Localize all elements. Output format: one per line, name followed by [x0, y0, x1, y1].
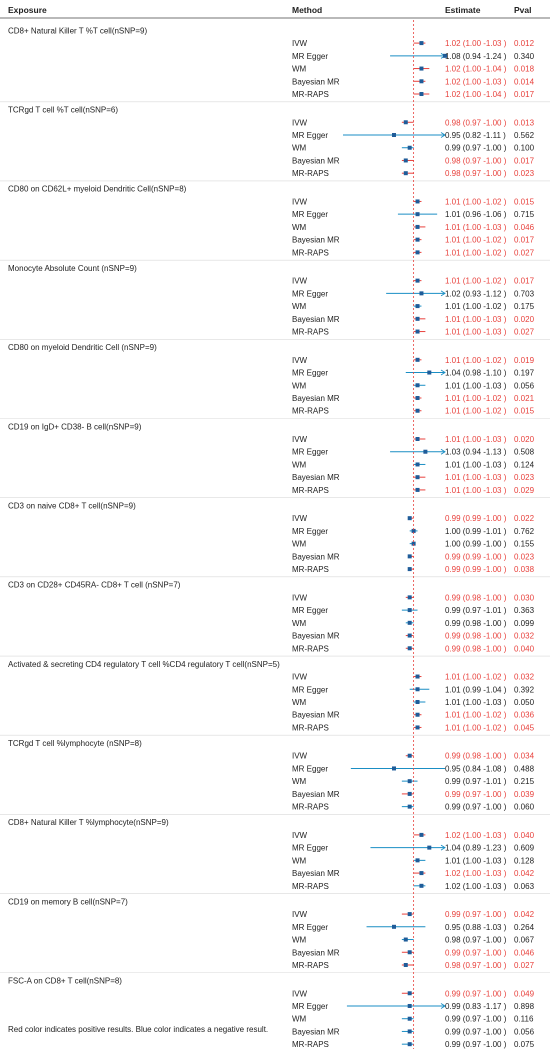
method-label: WM	[292, 381, 307, 391]
pval-value: 0.099	[514, 618, 535, 628]
pval-value: 0.050	[514, 697, 535, 707]
method-label: IVW	[292, 514, 308, 524]
estimate-value: 1.02 (1.00 -1.03 )	[445, 881, 507, 891]
estimate-value: 0.98 (0.97 -1.00 )	[445, 118, 507, 128]
point-estimate	[408, 621, 412, 625]
pval-value: 0.100	[514, 143, 535, 153]
point-estimate	[416, 396, 420, 400]
pval-value: 0.040	[514, 830, 535, 840]
method-label: WM	[292, 460, 307, 470]
exposure-label: CD8+ Natural Killer T %lymphocyte(nSNP=9)	[8, 818, 169, 828]
point-estimate	[416, 475, 420, 479]
estimate-value: 0.99 (0.98 -1.00 )	[445, 593, 507, 603]
method-label: IVW	[292, 39, 308, 49]
method-label: IVW	[292, 276, 308, 286]
method-label: MR-RAPS	[292, 960, 329, 970]
point-estimate	[404, 938, 408, 942]
pval-value: 0.063	[514, 881, 535, 891]
point-estimate	[392, 133, 396, 137]
method-label: Bayesian MR	[292, 710, 340, 720]
method-label: IVW	[292, 830, 308, 840]
point-estimate	[419, 291, 423, 295]
method-label: WM	[292, 539, 307, 549]
point-estimate	[419, 67, 423, 71]
pval-value: 0.032	[514, 631, 535, 641]
exposure-label: Activated & secreting CD4 regulatory T cell %CD4 regulatory T cell(nSNP=5)	[8, 659, 280, 669]
method-label: Bayesian MR	[292, 631, 340, 641]
exposure-label: Monocyte Absolute Count (nSNP=9)	[8, 263, 137, 273]
method-label: WM	[292, 143, 307, 153]
point-estimate	[408, 1042, 412, 1046]
estimate-value: 1.08 (0.94 -1.24 )	[445, 51, 507, 61]
pval-value: 0.703	[514, 289, 535, 299]
estimate-value: 1.01 (1.00 -1.03 )	[445, 327, 507, 337]
pval-value: 0.034	[514, 751, 535, 761]
method-label: WM	[292, 64, 307, 74]
pval-value: 0.027	[514, 327, 535, 337]
pval-value: 0.197	[514, 368, 535, 378]
point-estimate	[392, 766, 396, 770]
point-estimate	[419, 884, 423, 888]
estimate-value: 0.95 (0.88 -1.03 )	[445, 922, 507, 932]
point-estimate	[419, 833, 423, 837]
method-label: MR Egger	[292, 1001, 329, 1011]
point-estimate	[408, 912, 412, 916]
pval-value: 0.015	[514, 406, 535, 416]
pval-value: 0.175	[514, 302, 535, 312]
method-label: MR-RAPS	[292, 644, 329, 654]
method-label: WM	[292, 302, 307, 312]
estimate-value: 0.99 (0.97 -1.00 )	[445, 789, 507, 799]
method-label: MR-RAPS	[292, 565, 329, 575]
estimate-value: 0.95 (0.84 -1.08 )	[445, 764, 507, 774]
estimate-value: 0.95 (0.82 -1.11 )	[445, 131, 506, 141]
pval-value: 0.363	[514, 606, 535, 616]
estimate-value: 1.01 (1.00 -1.02 )	[445, 672, 507, 682]
pval-value: 0.508	[514, 447, 535, 457]
method-label: MR Egger	[292, 51, 329, 61]
pval-value: 0.021	[514, 394, 535, 404]
point-estimate	[408, 792, 412, 796]
point-estimate	[416, 330, 420, 334]
point-estimate	[408, 754, 412, 758]
estimate-value: 0.99 (0.97 -1.01 )	[445, 777, 507, 787]
point-estimate	[408, 805, 412, 809]
method-label: IVW	[292, 118, 308, 128]
exposure-label: CD80 on CD62L+ myeloid Dendritic Cell(nSNP=8)	[8, 184, 187, 194]
estimate-value: 1.00 (0.99 -1.01 )	[445, 526, 507, 536]
method-label: Bayesian MR	[292, 1027, 340, 1037]
point-estimate	[408, 779, 412, 783]
estimate-value: 0.99 (0.97 -1.00 )	[445, 1040, 507, 1049]
pval-value: 0.042	[514, 869, 535, 879]
estimate-value: 1.01 (1.00 -1.02 )	[445, 276, 507, 286]
pval-value: 0.040	[514, 644, 535, 654]
method-label: MR Egger	[292, 210, 329, 220]
method-label: MR-RAPS	[292, 90, 329, 100]
pval-value: 0.020	[514, 434, 535, 444]
estimate-value: 0.99 (0.99 -1.00 )	[445, 552, 507, 562]
point-estimate	[416, 383, 420, 387]
point-estimate	[408, 991, 412, 995]
method-column-header: Method	[292, 5, 323, 15]
point-estimate	[416, 212, 420, 216]
method-label: MR-RAPS	[292, 406, 329, 416]
point-estimate	[419, 41, 423, 45]
exposure-column-header: Exposure	[8, 5, 47, 15]
point-estimate	[404, 963, 408, 967]
method-label: IVW	[292, 593, 308, 603]
estimate-value: 1.01 (0.99 -1.04 )	[445, 685, 507, 695]
estimate-value: 0.99 (0.83 -1.17 )	[445, 1001, 507, 1011]
pval-value: 0.046	[514, 222, 535, 232]
pval-value: 0.488	[514, 764, 535, 774]
method-label: Bayesian MR	[292, 789, 340, 799]
estimate-value: 1.02 (1.00 -1.04 )	[445, 64, 507, 74]
estimate-value: 1.01 (1.00 -1.02 )	[445, 302, 507, 312]
point-estimate	[416, 713, 420, 717]
method-label: IVW	[292, 989, 308, 999]
pval-value: 0.049	[514, 989, 535, 999]
method-label: MR Egger	[292, 526, 329, 536]
method-label: MR Egger	[292, 447, 329, 457]
estimate-value: 0.99 (0.98 -1.00 )	[445, 751, 507, 761]
pval-value: 0.116	[514, 1014, 534, 1024]
pval-value: 0.032	[514, 672, 535, 682]
estimate-value: 1.01 (1.00 -1.03 )	[445, 460, 507, 470]
point-estimate	[419, 79, 423, 83]
pval-value: 0.027	[514, 960, 535, 970]
point-estimate	[416, 409, 420, 413]
method-label: MR Egger	[292, 131, 329, 141]
estimate-value: 1.01 (1.00 -1.02 )	[445, 723, 507, 733]
pval-value: 0.015	[514, 197, 535, 207]
point-estimate	[416, 462, 420, 466]
point-estimate	[416, 199, 420, 203]
point-estimate	[408, 595, 412, 599]
point-estimate	[408, 634, 412, 638]
estimate-value: 1.01 (1.00 -1.02 )	[445, 235, 507, 245]
point-estimate	[416, 437, 420, 441]
estimate-value: 1.02 (1.00 -1.03 )	[445, 830, 507, 840]
method-label: IVW	[292, 197, 308, 207]
estimate-value: 1.01 (1.00 -1.03 )	[445, 314, 507, 324]
pval-value: 0.155	[514, 539, 535, 549]
estimate-value: 1.01 (1.00 -1.03 )	[445, 434, 507, 444]
point-estimate	[427, 846, 431, 850]
exposure-label: CD3 on naive CD8+ T cell(nSNP=9)	[8, 501, 136, 511]
point-estimate	[416, 304, 420, 308]
method-label: Bayesian MR	[292, 869, 340, 879]
exposure-label: CD19 on IgD+ CD38- B cell(nSNP=9)	[8, 422, 142, 432]
estimate-value: 1.04 (0.98 -1.10 )	[445, 368, 507, 378]
point-estimate	[392, 925, 396, 929]
footnote: Red color indicates positive results. Blue color indicates a negative result.	[8, 1025, 269, 1034]
pval-value: 0.056	[514, 381, 535, 391]
point-estimate	[408, 1004, 412, 1008]
estimate-value: 1.02 (1.00 -1.04 )	[445, 90, 507, 100]
pval-value: 0.046	[514, 948, 535, 958]
estimate-value: 0.99 (0.97 -1.00 )	[445, 1027, 507, 1037]
method-label: MR Egger	[292, 368, 329, 378]
estimate-value: 0.99 (0.97 -1.00 )	[445, 1014, 507, 1024]
estimate-value: 1.00 (0.99 -1.00 )	[445, 539, 507, 549]
pval-value: 0.017	[514, 235, 535, 245]
point-estimate	[408, 950, 412, 954]
exposure-label: CD80 on myeloid Dendritic Cell (nSNP=9)	[8, 343, 157, 353]
pval-value: 0.056	[514, 1027, 535, 1037]
pval-value: 0.017	[514, 276, 535, 286]
estimate-value: 0.99 (0.97 -1.01 )	[445, 606, 507, 616]
estimate-value: 0.99 (0.97 -1.00 )	[445, 143, 507, 153]
estimate-value: 0.99 (0.97 -1.00 )	[445, 802, 507, 812]
point-estimate	[408, 567, 412, 571]
pval-value: 0.017	[514, 156, 535, 166]
point-estimate	[408, 1029, 412, 1033]
pval-value: 0.023	[514, 552, 535, 562]
method-label: MR Egger	[292, 843, 329, 853]
method-label: Bayesian MR	[292, 394, 340, 404]
point-estimate	[416, 725, 420, 729]
estimate-value: 1.01 (1.00 -1.02 )	[445, 710, 507, 720]
pval-value: 0.715	[514, 210, 535, 220]
estimate-value: 1.02 (1.00 -1.03 )	[445, 77, 507, 87]
method-label: WM	[292, 1014, 307, 1024]
pval-value: 0.018	[514, 64, 535, 74]
pval-value: 0.609	[514, 843, 535, 853]
method-label: Bayesian MR	[292, 552, 340, 562]
point-estimate	[419, 92, 423, 96]
exposure-label: TCRgd T cell %lymphocyte (nSNP=8)	[8, 738, 142, 748]
method-label: MR Egger	[292, 922, 329, 932]
point-estimate	[408, 608, 412, 612]
pval-value: 0.264	[514, 922, 535, 932]
method-label: MR-RAPS	[292, 248, 329, 258]
point-estimate	[416, 488, 420, 492]
method-label: MR-RAPS	[292, 485, 329, 495]
pval-value: 0.013	[514, 118, 535, 128]
estimate-value: 1.03 (0.94 -1.13 )	[445, 447, 507, 457]
method-label: Bayesian MR	[292, 948, 340, 958]
estimate-value: 1.02 (1.00 -1.03 )	[445, 39, 507, 49]
method-label: Bayesian MR	[292, 473, 340, 483]
method-label: MR-RAPS	[292, 802, 329, 812]
estimate-value: 1.01 (1.00 -1.03 )	[445, 697, 507, 707]
estimate-value: 0.98 (0.97 -1.00 )	[445, 156, 507, 166]
estimate-value: 0.99 (0.98 -1.00 )	[445, 644, 507, 654]
estimate-value: 1.01 (1.00 -1.03 )	[445, 381, 507, 391]
pval-value: 0.020	[514, 314, 535, 324]
pval-value: 0.023	[514, 473, 535, 483]
method-label: MR-RAPS	[292, 169, 329, 179]
point-estimate	[408, 146, 412, 150]
estimate-value: 0.99 (0.98 -1.00 )	[445, 618, 507, 628]
method-label: WM	[292, 618, 307, 628]
point-estimate	[416, 687, 420, 691]
estimate-value: 1.01 (1.00 -1.02 )	[445, 406, 507, 416]
estimate-value: 1.01 (0.96 -1.06 )	[445, 210, 507, 220]
point-estimate	[408, 554, 412, 558]
method-label: IVW	[292, 355, 308, 365]
point-estimate	[416, 675, 420, 679]
estimate-value: 0.99 (0.97 -1.00 )	[445, 910, 507, 920]
point-estimate	[416, 317, 420, 321]
method-label: WM	[292, 697, 307, 707]
pval-value: 0.060	[514, 802, 535, 812]
pval-column-header: Pval	[514, 5, 532, 15]
pval-value: 0.045	[514, 723, 535, 733]
pval-value: 0.023	[514, 169, 535, 179]
method-label: WM	[292, 222, 307, 232]
pval-value: 0.124	[514, 460, 535, 470]
point-estimate	[423, 450, 427, 454]
estimate-value: 0.99 (0.97 -1.00 )	[445, 989, 507, 999]
method-label: MR Egger	[292, 606, 329, 616]
point-estimate	[416, 225, 420, 229]
point-estimate	[404, 171, 408, 175]
exposure-label: CD3 on CD28+ CD45RA- CD8+ T cell (nSNP=7)	[8, 580, 181, 590]
method-label: Bayesian MR	[292, 77, 340, 87]
point-estimate	[408, 516, 412, 520]
estimate-value: 1.01 (1.00 -1.03 )	[445, 222, 507, 232]
pval-value: 0.030	[514, 593, 535, 603]
pval-value: 0.017	[514, 90, 535, 100]
method-label: MR Egger	[292, 764, 329, 774]
point-estimate	[404, 120, 408, 124]
estimate-value: 0.98 (0.97 -1.00 )	[445, 935, 507, 945]
method-label: MR-RAPS	[292, 327, 329, 337]
pval-value: 0.036	[514, 710, 535, 720]
estimate-value: 1.01 (1.00 -1.03 )	[445, 485, 507, 495]
pval-value: 0.019	[514, 355, 535, 365]
point-estimate	[416, 358, 420, 362]
method-label: MR Egger	[292, 685, 329, 695]
method-label: MR-RAPS	[292, 881, 329, 891]
method-label: Bayesian MR	[292, 156, 340, 166]
method-label: MR-RAPS	[292, 1040, 329, 1049]
estimate-value: 1.01 (1.00 -1.02 )	[445, 197, 507, 207]
point-estimate	[416, 858, 420, 862]
exposure-label: CD8+ Natural Killer T %T cell(nSNP=9)	[8, 26, 148, 36]
exposure-label: FSC-A on CD8+ T cell(nSNP=8)	[8, 976, 122, 986]
pval-value: 0.215	[514, 777, 535, 787]
estimate-value: 0.98 (0.97 -1.00 )	[445, 960, 507, 970]
method-label: Bayesian MR	[292, 314, 340, 324]
method-label: WM	[292, 935, 307, 945]
pval-value: 0.392	[514, 685, 535, 695]
pval-value: 0.898	[514, 1001, 535, 1011]
method-label: WM	[292, 777, 307, 787]
point-estimate	[408, 1017, 412, 1021]
method-label: MR Egger	[292, 289, 329, 299]
estimate-value: 1.01 (1.00 -1.02 )	[445, 248, 507, 258]
point-estimate	[416, 250, 420, 254]
pval-value: 0.340	[514, 51, 535, 61]
pval-value: 0.038	[514, 565, 535, 575]
point-estimate	[427, 371, 431, 375]
method-label: WM	[292, 856, 307, 866]
method-label: IVW	[292, 910, 308, 920]
point-estimate	[408, 646, 412, 650]
method-label: MR-RAPS	[292, 723, 329, 733]
pval-value: 0.014	[514, 77, 535, 87]
point-estimate	[416, 700, 420, 704]
pval-value: 0.075	[514, 1040, 535, 1049]
pval-value: 0.067	[514, 935, 535, 945]
estimate-value: 0.99 (0.97 -1.00 )	[445, 948, 507, 958]
estimate-value: 1.01 (1.00 -1.03 )	[445, 473, 507, 483]
estimate-value: 1.01 (1.00 -1.03 )	[445, 856, 507, 866]
estimate-value: 0.99 (0.99 -1.00 )	[445, 514, 507, 524]
estimate-value: 1.02 (1.00 -1.03 )	[445, 869, 507, 879]
pval-value: 0.039	[514, 789, 535, 799]
pval-value: 0.042	[514, 910, 535, 920]
pval-value: 0.022	[514, 514, 535, 524]
estimate-value: 0.99 (0.98 -1.00 )	[445, 631, 507, 641]
estimate-value: 1.01 (1.00 -1.02 )	[445, 355, 507, 365]
pval-value: 0.762	[514, 526, 535, 536]
method-label: IVW	[292, 672, 308, 682]
exposure-label: CD19 on memory B cell(nSNP=7)	[8, 897, 128, 907]
point-estimate	[419, 871, 423, 875]
estimate-column-header: Estimate	[445, 5, 481, 15]
point-estimate	[416, 279, 420, 283]
estimate-value: 0.99 (0.99 -1.00 )	[445, 565, 507, 575]
pval-value: 0.012	[514, 39, 535, 49]
point-estimate	[404, 158, 408, 162]
pval-value: 0.128	[514, 856, 535, 866]
pval-value: 0.562	[514, 131, 535, 141]
estimate-value: 1.01 (1.00 -1.02 )	[445, 394, 507, 404]
pval-value: 0.027	[514, 248, 535, 258]
method-label: IVW	[292, 751, 308, 761]
estimate-value: 1.04 (0.89 -1.23 )	[445, 843, 507, 853]
exposure-label: TCRgd T cell %T cell(nSNP=6)	[8, 105, 119, 115]
method-label: Bayesian MR	[292, 235, 340, 245]
estimate-value: 0.98 (0.97 -1.00 )	[445, 169, 507, 179]
estimate-value: 1.02 (0.93 -1.12 )	[445, 289, 507, 299]
point-estimate	[416, 238, 420, 242]
method-label: IVW	[292, 434, 308, 444]
pval-value: 0.029	[514, 485, 535, 495]
